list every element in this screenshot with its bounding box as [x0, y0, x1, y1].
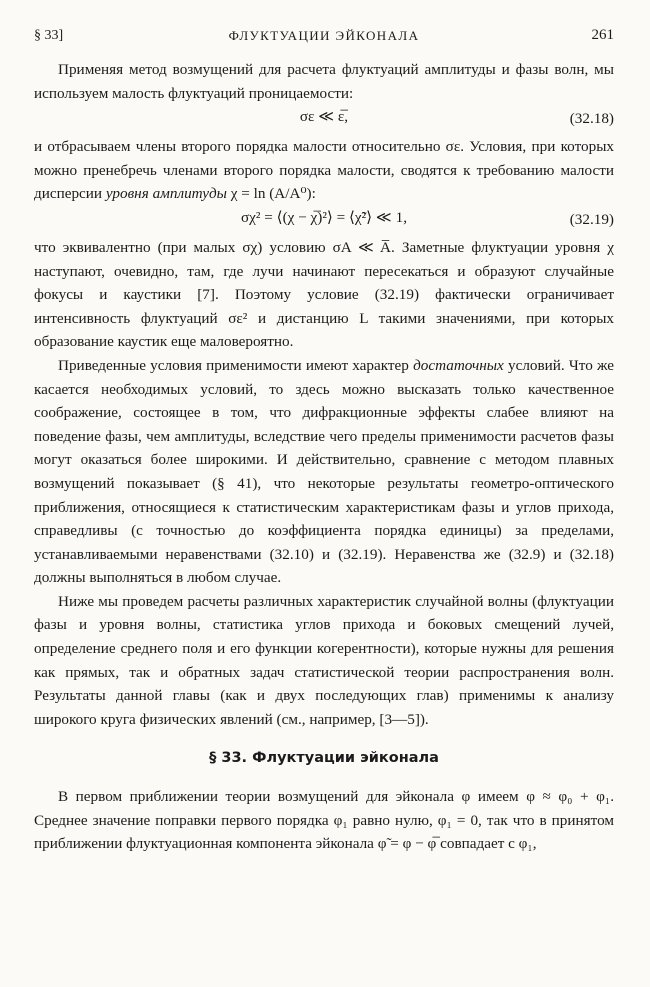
running-header	[34, 24, 614, 58]
paragraph-4	[34, 354, 614, 590]
book-page	[34, 24, 614, 856]
formula-expression: σχ² = ⟨(χ − χ̅)²⟩ = ⟨χ̃²⟩ ≪ 1,	[241, 208, 407, 226]
paragraph-4-text: Приведенные условия применимости имеют характер	[58, 356, 409, 374]
paragraph-6: В первом приближении теории возмущений для эйконала φ имеем φ ≈ φ₀ + φ₁. Среднее значение поправки первого порядка φ₁ равно нулю, φ₁ = 0, так что в принятом приближении флуктуационная компонента эйконала φ̃ = φ − φ̅ совпадает с φ₁,	[34, 788, 614, 853]
header-title: ФЛУКТУАЦИИ ЭЙКОНАЛА	[228, 28, 420, 43]
page-number: 261	[591, 27, 614, 43]
formula-32-18	[34, 105, 614, 135]
paragraph-4-tail: условий. Что же касается необходимых условий, то здесь можно высказать только качественное соображение, состоящее в том, что дифракционные эффекты слабее влияют на поведение фазы, чем амплитуды, вследствие чего пределы применимости расчетов фазы могут оказаться более широкими. И действительно, сравнение с методом плавных возмущений показывает (§ 41), что некоторые результаты геометро-оптического приближения, относящиеся к статистическим характеристикам фазы и углов прихода, справедливы (с точностью до коэффициента порядка единицы) за пределами, устанавливаемыми неравенствами (32.10) и (32.19). Неравенства же (32.9) и (32.18) должны выполняться в любом случае.	[34, 356, 614, 587]
paragraph-2	[34, 135, 614, 206]
italic-term: уровня амплитуды	[105, 185, 227, 203]
header-section-ref: § 33]	[34, 28, 64, 43]
italic-term: достаточных	[413, 356, 504, 374]
paragraph-2-tail: χ = ln (A/A⁰):	[230, 185, 316, 203]
paragraph-2-text: и отбрасываем члены второго порядка малости относительно σε. Условия, при которых можно пренебречь членами второго порядка малости, сводятся к требованию малости дисперсии	[34, 138, 614, 203]
paragraph-1: Применяя метод возмущений для расчета флуктуаций амплитуды и фазы волн, мы используем малость флуктуаций проницаемости:	[34, 61, 614, 102]
formula-32-19	[34, 206, 614, 236]
section-heading: § 33. Флуктуации эйконала	[209, 750, 439, 767]
formula-expression: σε ≪ ε̅,	[299, 108, 349, 126]
paragraph-5: Ниже мы проведем расчеты различных характеристик случайной волны (флуктуации фазы и уровня волны, статистика углов прихода и боковых смещений лучей, определение среднего поля и его функции когерентности), которые нужны для решения как прямых, так и обратных задач статистической теории распространения волн. Результаты данной главы (как и двух последующих глав) применимы к анализу широкого круга физических явлений (см., например, [3—5]).	[34, 592, 614, 728]
equation-number: (32.18)	[569, 110, 614, 128]
paragraph-3: что эквивалентно (при малых σχ) условию σA ≪ A̅. Заметные флуктуации уровня χ наступают, очевидно, там, где лучи начинают пересекаться и образуют случайные фокусы и каустики [7]. Поэтому условие (32.19) фактически ограничивает интенсивность флуктуаций σε² и дистанцию L такими значениями, при которых образование каустик еще маловероятно.	[34, 238, 614, 351]
equation-number: (32.19)	[569, 210, 614, 228]
